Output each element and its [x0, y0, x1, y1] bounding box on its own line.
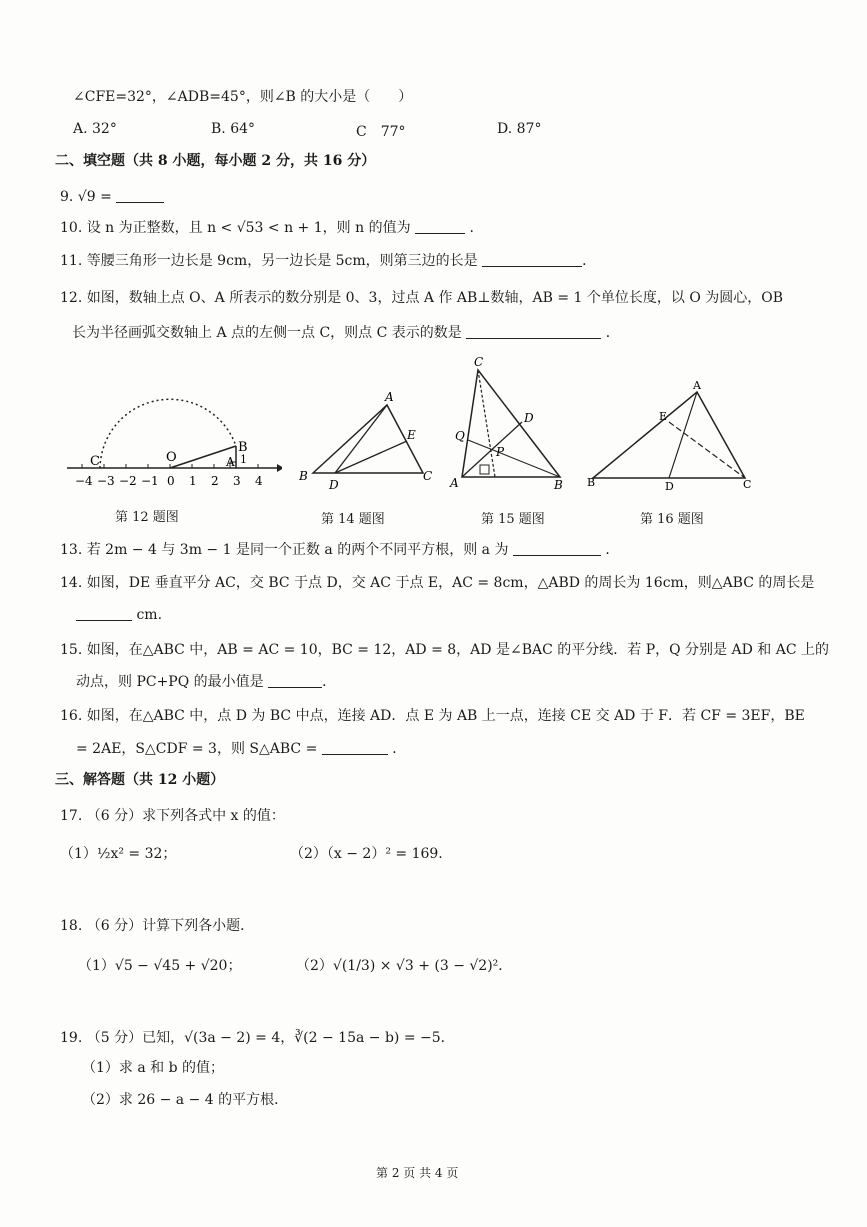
q18-title: 18. （6 分）计算下列各小题． — [60, 918, 255, 934]
q13-text: 13. 若 2m − 4 与 3m − 1 是同一个正数 a 的两个不同平方根，则 a 为 — [60, 542, 509, 558]
tick-label: −1 — [141, 474, 159, 488]
q8-option-b: B. 64° — [211, 121, 256, 137]
tick-label: −4 — [75, 474, 93, 488]
label-b: B — [299, 469, 308, 483]
q12-line2: 长为半径画弧交数轴上 A 点的左侧一点 C，则点 C 表示的数是 ． — [72, 325, 620, 341]
figure-14 — [295, 385, 445, 495]
q14-line1: 14. 如图，DE 垂直平分 AC，交 BC 于点 D，交 AC 于点 E，AC = 8cm，△ABD 的周长为 16cm，则△ABC 的周长是 — [60, 575, 815, 591]
segment-ce — [669, 422, 745, 478]
q15-text: 动点，则 PC+PQ 的最小值是 — [76, 674, 264, 690]
label-c: C — [743, 478, 752, 491]
q16-line1: 16. 如图，在△ABC 中，点 D 为 BC 中点，连接 AD．点 E 为 AB 上一点，连接 CE 交 AD 于 F．若 CF = 3EF，BE — [60, 708, 805, 724]
figure-12 — [62, 390, 282, 500]
section2-title: 二、填空题（共 8 小题，每小题 2 分，共 16 分） — [55, 153, 376, 169]
q16-text: = 2AE，S△CDF = 3，则 S△ABC = — [76, 741, 318, 757]
q18-part1: （1）√5 − √45 + √20； — [78, 958, 242, 974]
label-b: B — [554, 478, 563, 492]
q19-title: 19. （5 分）已知，√(3a − 2) = 4，∛(2 − 15a − b) = −5． — [60, 1030, 455, 1046]
label-a: A — [450, 476, 459, 490]
q11: 11. 等腰三角形一边长是 9cm，另一边长是 5cm，则第三边的长是 ． — [60, 253, 597, 269]
figure-15 — [440, 352, 575, 497]
label-b: B — [587, 476, 596, 489]
q9-blank — [116, 188, 164, 203]
tick-label: −2 — [119, 474, 137, 488]
label-e: E — [407, 428, 416, 442]
q19-part2: （2）求 26 − a − 4 的平方根． — [82, 1092, 289, 1108]
label-a: A — [226, 455, 235, 469]
q13-blank — [513, 541, 601, 556]
label-one: 1 — [240, 453, 247, 466]
q13: 13. 若 2m − 4 与 3m − 1 是同一个正数 a 的两个不同平方根，则 a 为 ． — [60, 542, 620, 558]
label-d: D — [329, 478, 339, 492]
q8-option-a: A. 32° — [73, 121, 117, 137]
q16-line2: = 2AE，S△CDF = 3，则 S△ABC = ． — [76, 741, 407, 757]
segment-de — [335, 441, 407, 473]
q12-blank — [466, 324, 601, 339]
label-o: O — [166, 450, 177, 465]
q14-line2 — [76, 606, 162, 624]
label-q: Q — [455, 429, 465, 443]
segment-qp — [468, 440, 498, 452]
label-c: C — [90, 454, 100, 469]
triangle-abc — [462, 370, 560, 477]
label-b: B — [238, 440, 248, 455]
label-a: A — [693, 380, 701, 392]
label-d: D — [524, 411, 534, 425]
q8-tail: ∠CFE=32°，∠ADB=45°，则∠B 的大小是（ ） — [73, 89, 413, 105]
label-c: C — [474, 355, 484, 369]
q10: 10. 设 n 为正整数，且 n < √53 < n + 1，则 n 的值为 . — [60, 220, 474, 236]
tick-label: 3 — [233, 474, 241, 488]
section3-title: 三、解答题（共 12 小题） — [55, 772, 225, 788]
label-p: P — [496, 445, 505, 459]
q17-part2: （2）（x − 2）² = 169. — [290, 846, 443, 862]
label-e: E — [659, 410, 668, 423]
caption-fig16: 第 16 题图 — [640, 512, 704, 527]
number-line-arrow — [277, 464, 282, 472]
q8-option-d: D. 87° — [497, 121, 542, 137]
q15-line1: 15. 如图，在△ABC 中，AB = AC = 10，BC = 12，AD = 8，AD 是∠BAC 的平分线．若 P，Q 分别是 AD 和 AC 上的 — [60, 642, 830, 658]
caption-fig12: 第 12 题图 — [115, 510, 179, 525]
q14-blank — [76, 606, 132, 621]
altitude — [478, 370, 495, 477]
right-angle-mark — [480, 465, 489, 474]
q17-part1: （1）½x² = 32； — [60, 846, 177, 862]
label-a: A — [385, 390, 394, 404]
q10-text: 10. 设 n 为正整数，且 n < √53 < n + 1，则 n 的值为 — [60, 220, 411, 236]
q16-blank — [322, 740, 388, 755]
tick-label: 1 — [189, 474, 197, 488]
q17-title: 17. （6 分）求下列各式中 x 的值： — [60, 808, 285, 824]
segment-ad — [335, 405, 387, 473]
q15-line2: 动点，则 PC+PQ 的最小值是 ． — [76, 674, 337, 690]
q9-text: 9. √9 = — [60, 189, 112, 205]
q15-blank — [268, 673, 322, 688]
q9 — [60, 188, 164, 206]
caption-fig14: 第 14 题图 — [321, 512, 385, 527]
tick-label: 4 — [255, 474, 263, 488]
q10-blank — [415, 219, 465, 234]
q12-line1: 12. 如图，数轴上点 O、A 所表示的数分别是 0、3，过点 A 作 AB⊥数轴，AB = 1 个单位长度，以 O 为圆心，OB — [60, 290, 784, 306]
q12-text: 长为半径画弧交数轴上 A 点的左侧一点 C，则点 C 表示的数是 — [72, 325, 462, 341]
figure-16 — [585, 380, 760, 495]
tick-label: −3 — [97, 474, 115, 488]
page-footer: 第 2 页 共 4 页 — [376, 1166, 459, 1180]
q11-text: 11. 等腰三角形一边长是 9cm，另一边长是 5cm，则第三边的长是 — [60, 253, 478, 269]
q18-part2: （2）√(1/3) × √3 + (3 − √2)²． — [296, 958, 513, 974]
q19-part1: （1）求 a 和 b 的值； — [82, 1060, 225, 1076]
q14-unit: cm. — [136, 607, 163, 623]
tick-label: 2 — [211, 474, 219, 488]
q8-option-c: C 77° — [356, 124, 406, 140]
label-d: D — [665, 480, 674, 493]
label-c: C — [423, 469, 433, 483]
tick-label: 0 — [167, 474, 175, 488]
q11-blank — [482, 252, 582, 267]
triangle-abc — [593, 392, 745, 478]
segment-ad — [669, 392, 697, 478]
caption-fig15: 第 15 题图 — [481, 512, 545, 527]
